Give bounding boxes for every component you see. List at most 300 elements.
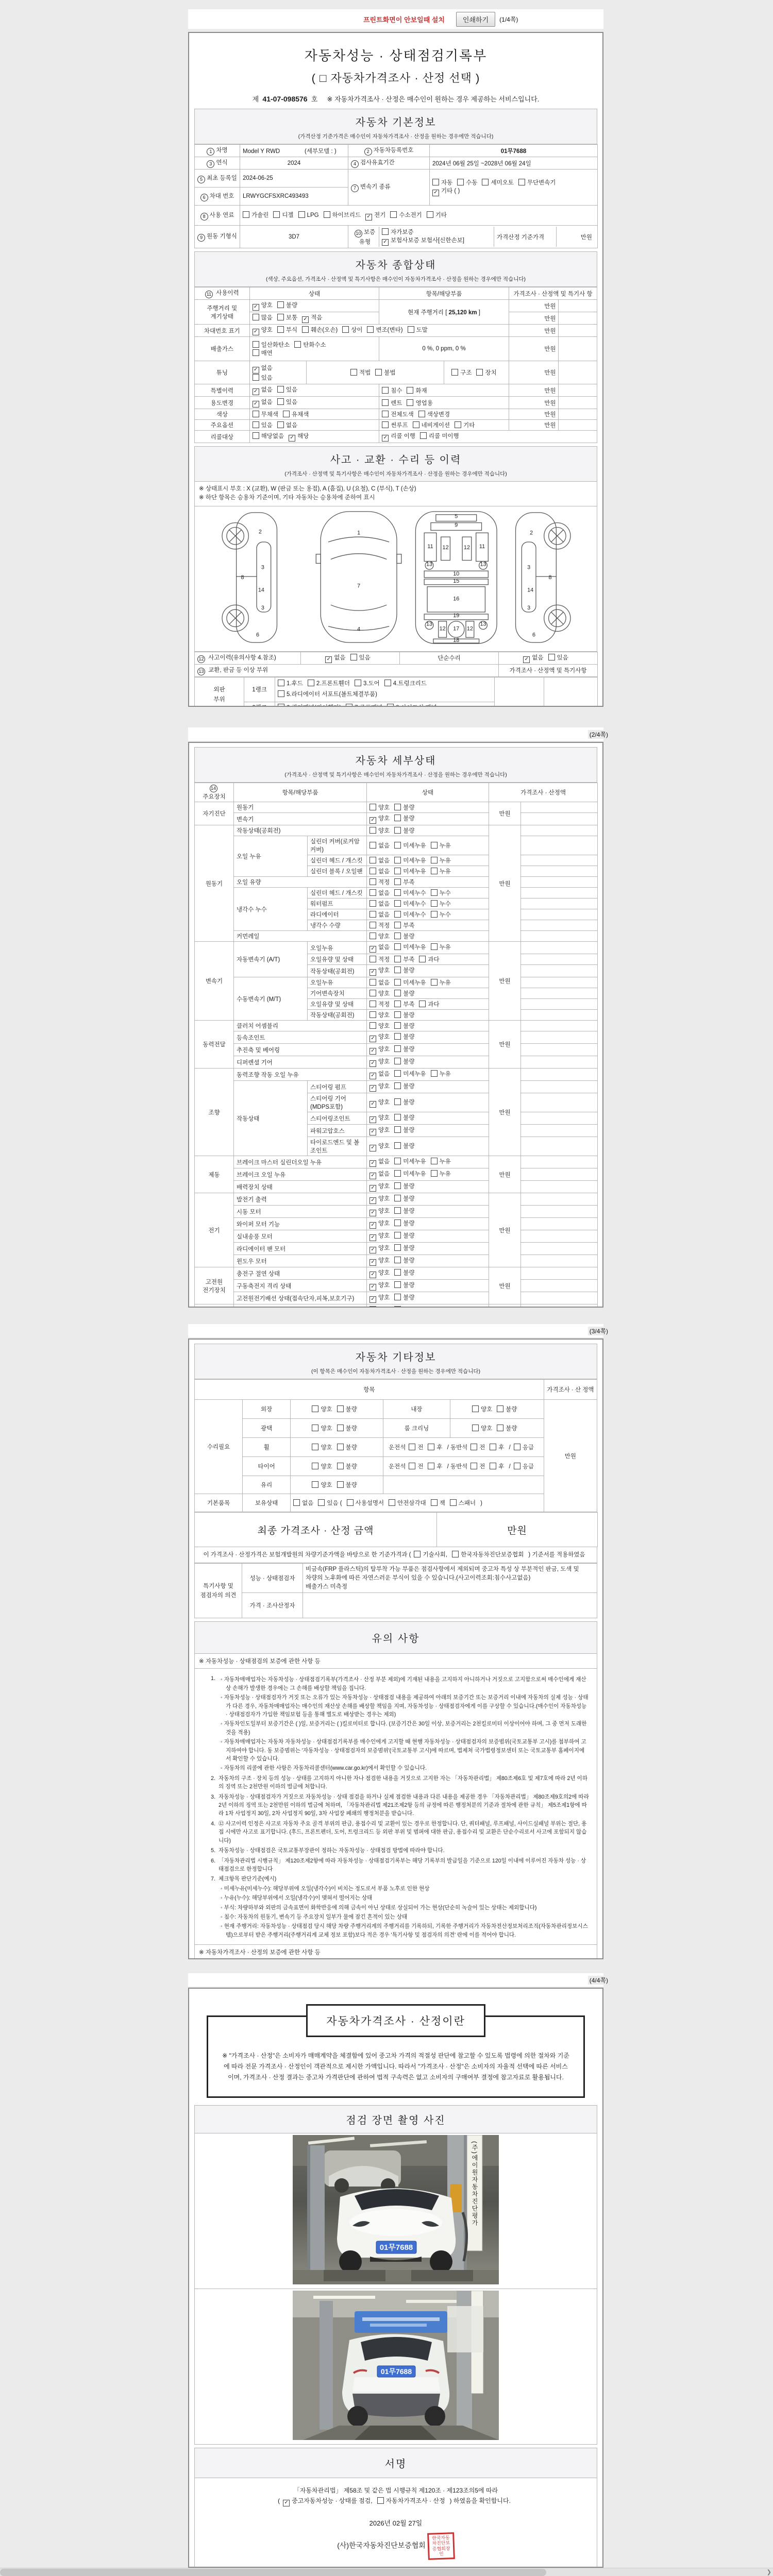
checkbox-option[interactable]: 미세누유 <box>394 1070 426 1078</box>
checkbox-icon[interactable] <box>490 1444 496 1450</box>
checkbox-icon[interactable] <box>394 868 401 874</box>
checkbox-option[interactable]: 불량 <box>394 989 414 997</box>
checkbox-option[interactable]: ✓ 양호 <box>369 1032 390 1042</box>
checkbox-option[interactable]: ✓ 해당 <box>289 432 309 442</box>
checkbox-option[interactable]: 불량 <box>394 1057 414 1065</box>
checkbox-option[interactable]: 불량 <box>394 1182 414 1190</box>
checkbox-icon[interactable] <box>407 399 413 406</box>
checkbox-icon[interactable] <box>342 326 349 333</box>
checkbox-icon[interactable] <box>277 398 284 405</box>
checkbox-icon[interactable]: ✓ <box>253 329 259 335</box>
checkbox-option[interactable]: ✓ 양호 <box>369 1268 390 1278</box>
checkbox-icon[interactable] <box>312 1405 318 1412</box>
checkbox-icon[interactable] <box>312 1481 318 1488</box>
checkbox-icon[interactable] <box>298 211 305 218</box>
checkbox-option[interactable]: 전체도색 <box>382 410 413 418</box>
checkbox-option[interactable]: 불량 <box>394 1098 414 1106</box>
checkbox-icon[interactable] <box>419 956 426 962</box>
checkbox-icon[interactable] <box>369 933 376 939</box>
checkbox-option[interactable]: ✓ 기타 ( ) <box>432 187 460 196</box>
checkbox-icon[interactable] <box>337 1463 344 1469</box>
checkbox-option[interactable]: ✓ 보험사보증 보험사[신한손보] <box>382 236 464 246</box>
checkbox-option[interactable]: 미세누유 <box>394 841 426 850</box>
checkbox-icon[interactable] <box>337 1405 344 1412</box>
checkbox-icon[interactable]: ✓ <box>369 1116 376 1123</box>
checkbox-option[interactable]: 수동 <box>457 178 477 187</box>
checkbox-option[interactable]: 변조(변타) <box>367 326 402 334</box>
checkbox-icon[interactable] <box>394 1219 401 1226</box>
checkbox-icon[interactable] <box>482 179 489 185</box>
checkbox-option[interactable]: 미세누유 <box>394 943 426 951</box>
checkbox-icon[interactable] <box>394 1022 401 1029</box>
checkbox-option[interactable]: ✓ 없음 <box>369 943 390 953</box>
checkbox-icon[interactable] <box>394 1033 401 1040</box>
checkbox-option[interactable]: 후 <box>428 1462 442 1470</box>
checkbox-icon[interactable] <box>394 1126 401 1133</box>
checkbox-option[interactable]: 한국자동차진단보증협회 <box>452 1550 524 1560</box>
checkbox-icon[interactable] <box>355 680 361 686</box>
checkbox-icon[interactable] <box>394 1001 401 1007</box>
checkbox-icon[interactable]: ✓ <box>369 1259 376 1266</box>
checkbox-option[interactable]: ✓ 전기 <box>365 211 385 221</box>
checkbox-option[interactable]: 없음 <box>369 856 390 865</box>
checkbox-option[interactable]: ✓ 양호 <box>369 1219 390 1229</box>
checkbox-option[interactable]: ✓ 없음 <box>369 1070 390 1079</box>
checkbox-option[interactable]: 전 <box>470 1462 485 1470</box>
checkbox-icon[interactable] <box>420 432 427 439</box>
checkbox-option[interactable]: 미세누수 <box>394 900 426 908</box>
checkbox-option[interactable]: 불량 <box>394 1032 414 1041</box>
checkbox-option[interactable]: ✓ 없음 <box>253 385 273 395</box>
checkbox-icon[interactable] <box>347 1499 354 1506</box>
checkbox-option[interactable]: 있음 <box>548 653 568 662</box>
checkbox-icon[interactable] <box>413 421 419 428</box>
checkbox-option[interactable]: ✓ 양호 <box>369 1293 390 1303</box>
checkbox-icon[interactable] <box>337 1444 344 1450</box>
checkbox-option[interactable]: 장치 <box>476 368 496 377</box>
checkbox-option[interactable]: 불량 <box>497 1405 517 1413</box>
checkbox-icon[interactable]: ✓ <box>369 1247 376 1253</box>
checkbox-icon[interactable] <box>394 1269 401 1276</box>
checkbox-option[interactable]: 누수 <box>431 889 451 897</box>
checkbox-option[interactable]: 사용설명서 <box>347 1499 384 1507</box>
checkbox-icon[interactable] <box>294 341 301 348</box>
checkbox-icon[interactable]: ✓ <box>283 2500 290 2506</box>
checkbox-icon[interactable] <box>394 1114 401 1121</box>
checkbox-icon[interactable]: ✓ <box>382 435 389 442</box>
checkbox-option[interactable]: 스패너 <box>450 1499 476 1507</box>
checkbox-icon[interactable] <box>369 1022 376 1029</box>
checkbox-icon[interactable] <box>470 1444 477 1450</box>
checkbox-icon[interactable] <box>394 1070 401 1077</box>
checkbox-icon[interactable] <box>283 411 290 417</box>
checkbox-icon[interactable] <box>337 1425 344 1431</box>
checkbox-option[interactable]: 불법 <box>375 368 395 377</box>
checkbox-icon[interactable] <box>369 804 376 810</box>
checkbox-icon[interactable] <box>387 704 394 707</box>
checkbox-option[interactable]: 누유 <box>431 867 451 875</box>
checkbox-icon[interactable]: ✓ <box>369 1101 376 1108</box>
checkbox-option[interactable]: 없음 <box>277 421 297 429</box>
checkbox-option[interactable]: 상이 <box>342 326 362 334</box>
checkbox-icon[interactable]: ✓ <box>369 1185 376 1192</box>
checkbox-option[interactable]: ✓ 양호 <box>369 966 390 976</box>
checkbox-icon[interactable]: ✓ <box>432 190 439 196</box>
checkbox-option[interactable]: 없음 <box>293 1499 313 1507</box>
checkbox-option[interactable]: 잭 <box>431 1499 445 1507</box>
checkbox-icon[interactable] <box>369 889 376 896</box>
checkbox-icon[interactable] <box>369 990 376 996</box>
checkbox-option[interactable]: 없음 <box>369 867 390 875</box>
checkbox-icon[interactable] <box>312 1425 318 1431</box>
checkbox-option[interactable]: 불량 <box>394 1219 414 1227</box>
checkbox-option[interactable]: ✓ 없음 <box>325 653 345 663</box>
checkbox-option[interactable]: 누유 <box>431 1070 451 1078</box>
checkbox-option[interactable]: 미세누유 <box>394 978 426 987</box>
checkbox-option[interactable]: ✓ 중고자동차성능 · 상태를 점검, <box>283 2496 372 2506</box>
checkbox-icon[interactable] <box>369 827 376 834</box>
scrollbar-thumb[interactable] <box>0 2569 546 2576</box>
checkbox-icon[interactable] <box>369 878 376 885</box>
checkbox-icon[interactable]: ✓ <box>369 817 376 824</box>
checkbox-icon[interactable] <box>278 680 284 686</box>
checkbox-option[interactable]: 불량 <box>394 1194 414 1202</box>
checkbox-icon[interactable] <box>394 1045 401 1052</box>
checkbox-icon[interactable] <box>457 179 464 185</box>
checkbox-icon[interactable]: ✓ <box>253 401 259 408</box>
checkbox-icon[interactable] <box>394 943 401 950</box>
checkbox-option[interactable]: ✓ 적음 <box>302 313 322 323</box>
checkbox-icon[interactable] <box>431 868 438 874</box>
checkbox-icon[interactable]: ✓ <box>325 656 332 663</box>
checkbox-icon[interactable] <box>407 387 413 394</box>
checkbox-option[interactable]: 양호 <box>369 932 390 940</box>
checkbox-option[interactable]: 후 <box>428 1443 442 1451</box>
checkbox-icon[interactable] <box>490 1463 496 1469</box>
checkbox-icon[interactable]: ✓ <box>523 656 530 663</box>
checkbox-icon[interactable]: ✓ <box>369 1160 376 1167</box>
checkbox-option[interactable]: 4.트렁크리드 <box>384 679 427 690</box>
checkbox-option[interactable]: 양호 <box>472 1424 492 1432</box>
print-button[interactable]: 인쇄하기 <box>456 12 495 27</box>
checkbox-icon[interactable] <box>394 1170 401 1177</box>
checkbox-option[interactable]: 양호 <box>312 1462 332 1470</box>
checkbox-option[interactable]: 양호 <box>369 826 390 835</box>
checkbox-option[interactable]: 기타 <box>455 421 475 429</box>
checkbox-option[interactable]: 누유 <box>431 856 451 865</box>
checkbox-option[interactable] <box>278 703 341 707</box>
checkbox-icon[interactable] <box>293 1499 300 1506</box>
checkbox-icon[interactable] <box>432 179 439 185</box>
checkbox-option[interactable]: 전 <box>470 1443 485 1451</box>
checkbox-option[interactable]: ✓ 양호 <box>369 1281 390 1291</box>
checkbox-option[interactable]: 불량 <box>394 826 414 835</box>
checkbox-option[interactable]: 과다 <box>419 1000 439 1008</box>
checkbox-option[interactable]: 누수 <box>431 900 451 908</box>
checkbox-option[interactable]: 없음 <box>369 978 390 987</box>
checkbox-option[interactable]: ✓ 양호 <box>369 1244 390 1253</box>
checkbox-icon[interactable] <box>382 387 389 394</box>
checkbox-icon[interactable] <box>394 911 401 918</box>
checkbox-option[interactable]: 안전삼각대 <box>389 1499 426 1507</box>
checkbox-icon[interactable]: ✓ <box>369 946 376 953</box>
checkbox-option[interactable]: ✓ 없음 <box>253 398 273 408</box>
checkbox-option[interactable]: 불량 <box>394 1045 414 1053</box>
checkbox-option[interactable]: 미세누유 <box>394 1157 426 1165</box>
checkbox-icon[interactable] <box>394 827 401 834</box>
checkbox-option[interactable]: ✓ 양호 <box>369 1182 390 1192</box>
checkbox-icon[interactable] <box>369 979 376 986</box>
checkbox-option[interactable]: 불량 <box>497 1424 517 1432</box>
checkbox-option[interactable]: 구조 <box>451 368 472 377</box>
checkbox-icon[interactable] <box>389 1499 395 1506</box>
checkbox-option[interactable] <box>394 1306 414 1308</box>
checkbox-option[interactable]: 무채색 <box>253 410 278 418</box>
checkbox-icon[interactable] <box>384 680 391 686</box>
checkbox-icon[interactable]: ✓ <box>382 239 389 246</box>
checkbox-icon[interactable] <box>369 1011 376 1018</box>
checkbox-option[interactable]: ✓ 양호 <box>369 1045 390 1055</box>
checkbox-option[interactable]: 불량 <box>394 1082 414 1090</box>
checkbox-icon[interactable] <box>273 211 280 218</box>
checkbox-option[interactable]: ✓ 없음 <box>523 653 543 663</box>
checkbox-icon[interactable] <box>243 211 249 218</box>
checkbox-option[interactable]: 양호 <box>369 989 390 997</box>
checkbox-icon[interactable] <box>428 1444 434 1450</box>
checkbox-icon[interactable] <box>382 228 389 235</box>
checkbox-option[interactable]: LPG <box>298 211 319 218</box>
checkbox-option[interactable]: 세미오토 <box>482 178 513 187</box>
checkbox-option[interactable]: 해당없음 <box>253 432 284 440</box>
checkbox-icon[interactable] <box>497 1405 503 1412</box>
checkbox-icon[interactable] <box>394 857 401 863</box>
checkbox-icon[interactable] <box>472 1405 479 1412</box>
checkbox-icon[interactable]: ✓ <box>369 1284 376 1291</box>
checkbox-option[interactable]: 불량 <box>394 1256 414 1264</box>
checkbox-icon[interactable] <box>382 399 389 406</box>
checkbox-option[interactable]: 일산화탄소 <box>253 341 290 349</box>
checkbox-icon[interactable] <box>394 1011 401 1018</box>
checkbox-option[interactable]: 과다 <box>419 955 439 963</box>
checkbox-option[interactable]: 불량 <box>394 1207 414 1215</box>
checkbox-option[interactable]: ✓ 양호 <box>253 326 273 335</box>
checkbox-icon[interactable] <box>394 878 401 885</box>
checkbox-option[interactable]: 누수 <box>431 910 451 919</box>
checkbox-icon[interactable] <box>394 815 401 821</box>
checkbox-option[interactable]: 불량 <box>277 301 297 309</box>
checkbox-icon[interactable] <box>369 922 376 928</box>
checkbox-option[interactable]: 적정 <box>369 955 390 963</box>
checkbox-option[interactable]: 없음 <box>369 910 390 919</box>
checkbox-option[interactable]: 없음 <box>369 900 390 908</box>
checkbox-icon[interactable] <box>394 804 401 810</box>
checkbox-option[interactable]: 도말 <box>408 326 428 334</box>
checkbox-icon[interactable] <box>408 326 414 333</box>
checkbox-option[interactable]: 불량 <box>394 1142 414 1150</box>
checkbox-icon[interactable] <box>277 314 284 320</box>
checkbox-icon[interactable] <box>369 956 376 962</box>
checkbox-option[interactable]: ✓ 양호 <box>369 1142 390 1151</box>
checkbox-option[interactable]: ✓ 양호 <box>369 814 390 824</box>
checkbox-option[interactable]: 불량 <box>394 1113 414 1122</box>
checkbox-icon[interactable] <box>253 314 259 320</box>
checkbox-icon[interactable] <box>277 301 284 308</box>
checkbox-icon[interactable] <box>414 1551 421 1557</box>
checkbox-icon[interactable] <box>431 1170 438 1177</box>
checkbox-icon[interactable] <box>394 1294 401 1300</box>
checkbox-icon[interactable] <box>394 1232 401 1239</box>
checkbox-option[interactable]: 양호 <box>369 1022 390 1030</box>
checkbox-icon[interactable]: ✓ <box>369 1129 376 1136</box>
checkbox-option[interactable]: 불량 <box>394 1244 414 1252</box>
checkbox-icon[interactable] <box>350 654 357 660</box>
checkbox-icon[interactable]: ✓ <box>289 435 295 442</box>
checkbox-option[interactable]: 수소전기 <box>390 211 422 219</box>
checkbox-option[interactable]: ✓ 양호 <box>369 1231 390 1241</box>
checkbox-option[interactable]: 5.라디에이터 서포트(볼트체결부품) <box>278 689 377 701</box>
checkbox-option[interactable]: 후 <box>490 1443 504 1451</box>
checkbox-option[interactable]: 적정 <box>369 878 390 886</box>
checkbox-option[interactable]: ✓ 양호 <box>369 1082 390 1092</box>
checkbox-icon[interactable] <box>514 1463 520 1469</box>
checkbox-icon[interactable] <box>394 900 401 907</box>
checkbox-icon[interactable]: ✓ <box>369 1048 376 1055</box>
checkbox-icon[interactable]: ✓ <box>302 316 309 323</box>
checkbox-icon[interactable]: ✓ <box>369 1272 376 1278</box>
checkbox-icon[interactable] <box>302 326 309 333</box>
checkbox-icon[interactable] <box>431 900 438 907</box>
checkbox-icon[interactable] <box>308 680 314 686</box>
checkbox-icon[interactable] <box>394 979 401 986</box>
checkbox-option[interactable]: 없음 <box>369 889 390 897</box>
checkbox-icon[interactable] <box>548 654 555 660</box>
checkbox-icon[interactable] <box>369 1001 376 1007</box>
checkbox-option[interactable]: ✓ 양호 <box>369 1057 390 1067</box>
checkbox-option[interactable]: 누유 <box>431 978 451 987</box>
checkbox-option[interactable]: 양호 <box>312 1405 332 1413</box>
checkbox-icon[interactable] <box>431 857 438 863</box>
checkbox-icon[interactable] <box>431 1070 438 1077</box>
checkbox-option[interactable]: 네비게이션 <box>413 421 450 429</box>
scroll-right-arrow[interactable]: ❯ <box>766 2569 771 2575</box>
checkbox-option[interactable]: 불량 <box>337 1481 357 1489</box>
checkbox-icon[interactable] <box>394 1244 401 1251</box>
checkbox-icon[interactable]: ✓ <box>369 1197 376 1204</box>
checkbox-option[interactable]: 양호 <box>369 803 390 811</box>
checkbox-option[interactable]: 부족 <box>394 878 414 886</box>
checkbox-option[interactable]: 전 <box>409 1462 423 1470</box>
checkbox-option[interactable]: 누유 <box>431 1170 451 1178</box>
checkbox-option[interactable]: 무단변속기 <box>518 178 556 187</box>
checkbox-icon[interactable] <box>324 211 330 218</box>
checkbox-option[interactable]: 썬루프 <box>382 421 408 429</box>
checkbox-icon[interactable]: ✓ <box>369 1222 376 1229</box>
checkbox-icon[interactable] <box>497 1425 503 1431</box>
checkbox-option[interactable]: 후 <box>490 1462 504 1470</box>
checkbox-icon[interactable] <box>277 386 284 393</box>
checkbox-option[interactable]: 불량 <box>394 932 414 940</box>
checkbox-icon[interactable]: ✓ <box>253 388 259 395</box>
checkbox-icon[interactable]: ✓ <box>253 304 259 311</box>
checkbox-icon[interactable]: ✓ <box>369 1173 376 1179</box>
checkbox-option[interactable]: ✓ 양호 <box>369 1113 390 1123</box>
checkbox-icon[interactable] <box>382 421 389 428</box>
checkbox-option[interactable]: 없음 <box>369 841 390 850</box>
checkbox-option[interactable]: 있음 ( <box>318 1499 342 1507</box>
checkbox-option[interactable]: 있음 <box>253 374 273 382</box>
checkbox-icon[interactable] <box>394 1306 401 1308</box>
checkbox-option[interactable] <box>346 703 382 707</box>
checkbox-option[interactable]: 자동차가격조사 · 산정 <box>377 2496 445 2506</box>
checkbox-option[interactable]: 탄화수소 <box>294 341 326 349</box>
checkbox-option[interactable]: 불량 <box>394 1022 414 1030</box>
checkbox-option[interactable]: 가솔린 <box>243 211 268 219</box>
checkbox-option[interactable]: 불량 <box>337 1424 357 1432</box>
checkbox-icon[interactable]: ✓ <box>369 1036 376 1042</box>
checkbox-icon[interactable]: ✓ <box>365 214 372 221</box>
checkbox-option[interactable]: 화재 <box>407 386 427 395</box>
checkbox-option[interactable]: 미세누유 <box>394 856 426 865</box>
checkbox-icon[interactable] <box>394 967 401 973</box>
checkbox-option[interactable]: 양호 <box>312 1481 332 1489</box>
checkbox-icon[interactable] <box>253 349 259 356</box>
checkbox-icon[interactable] <box>394 1098 401 1105</box>
checkbox-icon[interactable] <box>431 911 438 918</box>
checkbox-icon[interactable]: ✓ <box>369 969 376 976</box>
checkbox-icon[interactable] <box>253 411 259 417</box>
checkbox-option[interactable]: 3.도어 <box>355 679 380 690</box>
checkbox-icon[interactable] <box>409 1444 415 1450</box>
checkbox-option[interactable]: 1.후드 <box>278 679 303 690</box>
checkbox-icon[interactable]: ✓ <box>369 1210 376 1216</box>
checkbox-option[interactable]: ✓ 양호 <box>369 1126 390 1136</box>
install-print-helper-link[interactable]: 프린트화면이 안보일때 설치 <box>363 15 445 24</box>
checkbox-option[interactable]: 불량 <box>337 1462 357 1470</box>
checkbox-icon[interactable] <box>375 369 382 376</box>
checkbox-icon[interactable] <box>472 1425 479 1431</box>
checkbox-icon[interactable] <box>394 842 401 849</box>
checkbox-option[interactable]: 양호 <box>312 1443 332 1451</box>
checkbox-icon[interactable] <box>427 211 433 218</box>
checkbox-option[interactable]: 양호 <box>472 1405 492 1413</box>
checkbox-icon[interactable] <box>431 889 438 896</box>
checkbox-option[interactable]: 기술사회, <box>414 1550 447 1560</box>
checkbox-icon[interactable] <box>418 411 425 417</box>
checkbox-icon[interactable] <box>428 1463 434 1469</box>
checkbox-option[interactable]: 응급 <box>514 1443 534 1451</box>
checkbox-icon[interactable] <box>518 179 525 185</box>
checkbox-option[interactable]: 부식 <box>277 326 297 334</box>
checkbox-option[interactable] <box>369 1306 390 1308</box>
checkbox-icon[interactable] <box>470 1463 477 1469</box>
checkbox-icon[interactable] <box>394 990 401 996</box>
checkbox-option[interactable]: 부족 <box>394 955 414 963</box>
checkbox-option[interactable]: 하이브리드 <box>324 211 361 219</box>
checkbox-option[interactable]: 자동 <box>432 178 452 187</box>
checkbox-option[interactable]: 불량 <box>394 1231 414 1240</box>
checkbox-option[interactable]: 불량 <box>394 1281 414 1289</box>
checkbox-option[interactable]: 유채색 <box>283 410 309 418</box>
checkbox-icon[interactable] <box>350 369 357 376</box>
checkbox-option[interactable]: 불량 <box>394 966 414 974</box>
checkbox-option[interactable]: 매연 <box>253 349 273 357</box>
checkbox-option[interactable]: 있음 <box>350 653 371 662</box>
checkbox-icon[interactable] <box>450 1499 457 1506</box>
checkbox-option[interactable]: 적정 <box>369 1000 390 1008</box>
checkbox-option[interactable]: 불량 <box>394 1126 414 1134</box>
checkbox-option[interactable]: 렌트 <box>382 399 402 407</box>
checkbox-icon[interactable] <box>394 1058 401 1064</box>
